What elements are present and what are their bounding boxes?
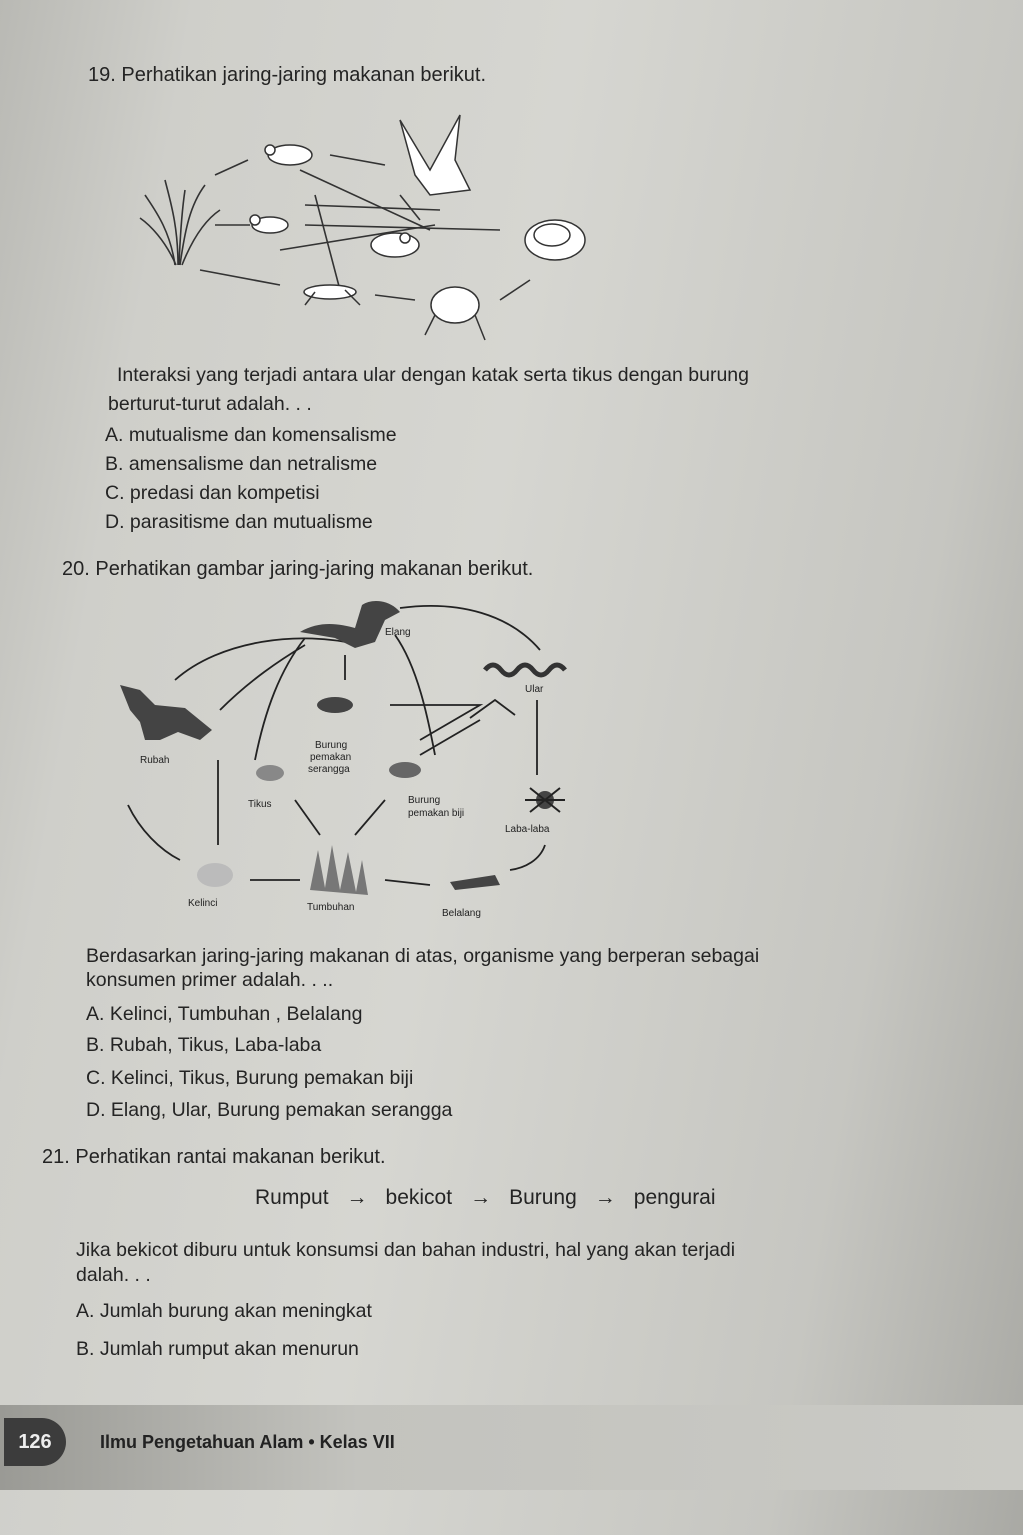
label-burung-biji-1: Burung [408,795,441,806]
arrow-right-icon: → [470,1186,492,1209]
label-belalang: Belalang [442,908,481,919]
q20-option-b: B. Rubah, Tikus, Laba-laba [86,1034,322,1056]
label-burung-serangga-1: Burung [315,740,348,751]
label-tikus: Tikus [248,799,272,810]
arrow-right-icon: → [346,1186,368,1209]
mouse-icon [371,233,419,257]
q19-option-a: A. mutualisme dan komensalisme [105,424,397,446]
frog-icon [425,287,485,340]
q20-food-web-figure [100,590,620,930]
q20-option-d: D. Elang, Ular, Burung pemakan serangga [86,1099,453,1121]
grasshopper-icon [450,875,500,890]
chain-item-burung: Burung [509,1186,577,1209]
spider-icon [525,788,565,812]
chain-item-pengurai: pengurai [633,1186,716,1209]
q20-option-c: C. Kelinci, Tikus, Burung pemakan biji [86,1067,414,1089]
seed-bird-icon [389,762,421,778]
q19-option-b: B. amensalisme dan netralisme [105,453,378,475]
q20-title: 20. Perhatikan gambar jaring-jaring makanan berikut. [62,558,534,580]
label-burung-serangga-3: serangga [308,764,350,775]
eagle-icon [300,601,400,648]
label-rubah: Rubah [140,755,170,766]
plant-icon [310,845,368,895]
label-ular: Ular [525,684,544,695]
q19-food-web-figure [130,100,630,350]
mouse-icon [256,765,284,781]
grass-icon [140,180,220,265]
q21-title: 21. Perhatikan rantai makanan berikut. [42,1146,386,1168]
q21-option-b: B. Jumlah rumput akan menurun [76,1338,359,1360]
small-bird-icon [265,145,312,165]
label-kelinci: Kelinci [188,898,218,909]
label-burung-biji-2: pemakan biji [408,808,465,819]
q19-text-line1: Interaksi yang terjadi antara ular dengan katak serta tikus dengan burung [117,364,749,386]
q19-option-d: D. parasitisme dan mutualisme [105,511,373,533]
q21-text-line1: Jika bekicot diburu untuk konsumsi dan bahan industri, hal yang akan terjadi [76,1239,736,1261]
chain-item-rumput: Rumput [255,1186,329,1209]
label-tumbuhan: Tumbuhan [307,902,355,913]
label-burung-serangga-2: pemakan [310,752,352,763]
arrow-right-icon: → [594,1186,616,1209]
snake-icon [525,220,585,260]
q21-text-line2: dalah. . . [76,1264,151,1286]
fox-icon [120,685,212,740]
q20-text-line1: Berdasarkan jaring-jaring makanan di atas, organisme yang berperan sebagai [86,945,760,967]
chain-item-bekicot: bekicot [385,1186,453,1209]
rabbit-icon [197,863,233,887]
q20-text-line2: konsumen primer adalah. . .. [86,969,334,991]
grasshopper-icon [304,285,360,305]
q19-option-c: C. predasi dan kompetisi [105,482,320,504]
footer-title: Ilmu Pengetahuan Alam • Kelas VII [100,1432,395,1452]
label-elang: Elang [385,627,411,638]
q21-option-a: A. Jumlah burung akan meningkat [76,1300,372,1322]
q19-text-line2: berturut-turut adalah. . . [108,393,312,415]
q19-title: 19. Perhatikan jaring-jaring makanan berikut. [88,64,486,86]
q20-option-a: A. Kelinci, Tumbuhan , Belalang [86,1003,363,1025]
page-number: 126 [4,1418,66,1466]
food-chain [255,1186,716,1210]
eagle-icon [400,115,470,195]
sparrow-icon [250,215,288,233]
snake-icon [485,665,565,675]
label-laba-laba: Laba-laba [505,824,550,835]
insectivore-bird-icon [317,697,353,713]
